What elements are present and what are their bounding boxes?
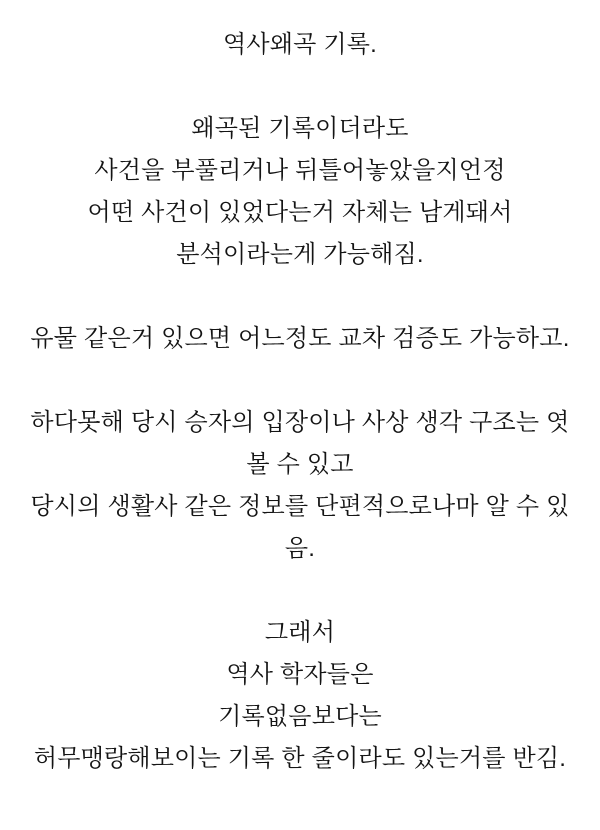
text-document [8,24,592,780]
text-line: 허무맹랑해보이는 기록 한 줄이라도 있는거를 반김. [33,745,567,772]
text-line: 당시의 생활사 같은 정보를 단편적으로나마 알 수 있 [30,493,570,520]
text-line: 그래서 [264,619,336,646]
paragraph [8,612,592,780]
paragraph-title [8,24,592,66]
page-title: 역사왜곡 기록. [222,31,378,58]
text-line: 분석이라는게 가능해짐. [176,241,424,268]
text-line: 왜곡된 기록이더라도 [191,115,409,142]
text-line: 하다못해 당시 승자의 입장이나 사상 생각 구조는 엿 [30,409,570,436]
paragraph [8,108,592,276]
paragraph [8,402,592,570]
paragraph [8,318,592,360]
text-line: 볼 수 있고 [246,451,354,478]
text-line: 유물 같은거 있으면 어느정도 교차 검증도 가능하고. [30,325,570,352]
text-line: 역사 학자들은 [226,661,374,688]
text-line: 어떤 사건이 있었다는거 자체는 남게돼서 [87,199,513,226]
text-line: 음. [284,535,316,562]
text-line: 기록없음보다는 [218,703,382,730]
text-line: 사건을 부풀리거나 뒤틀어놓았을지언정 [94,157,506,184]
